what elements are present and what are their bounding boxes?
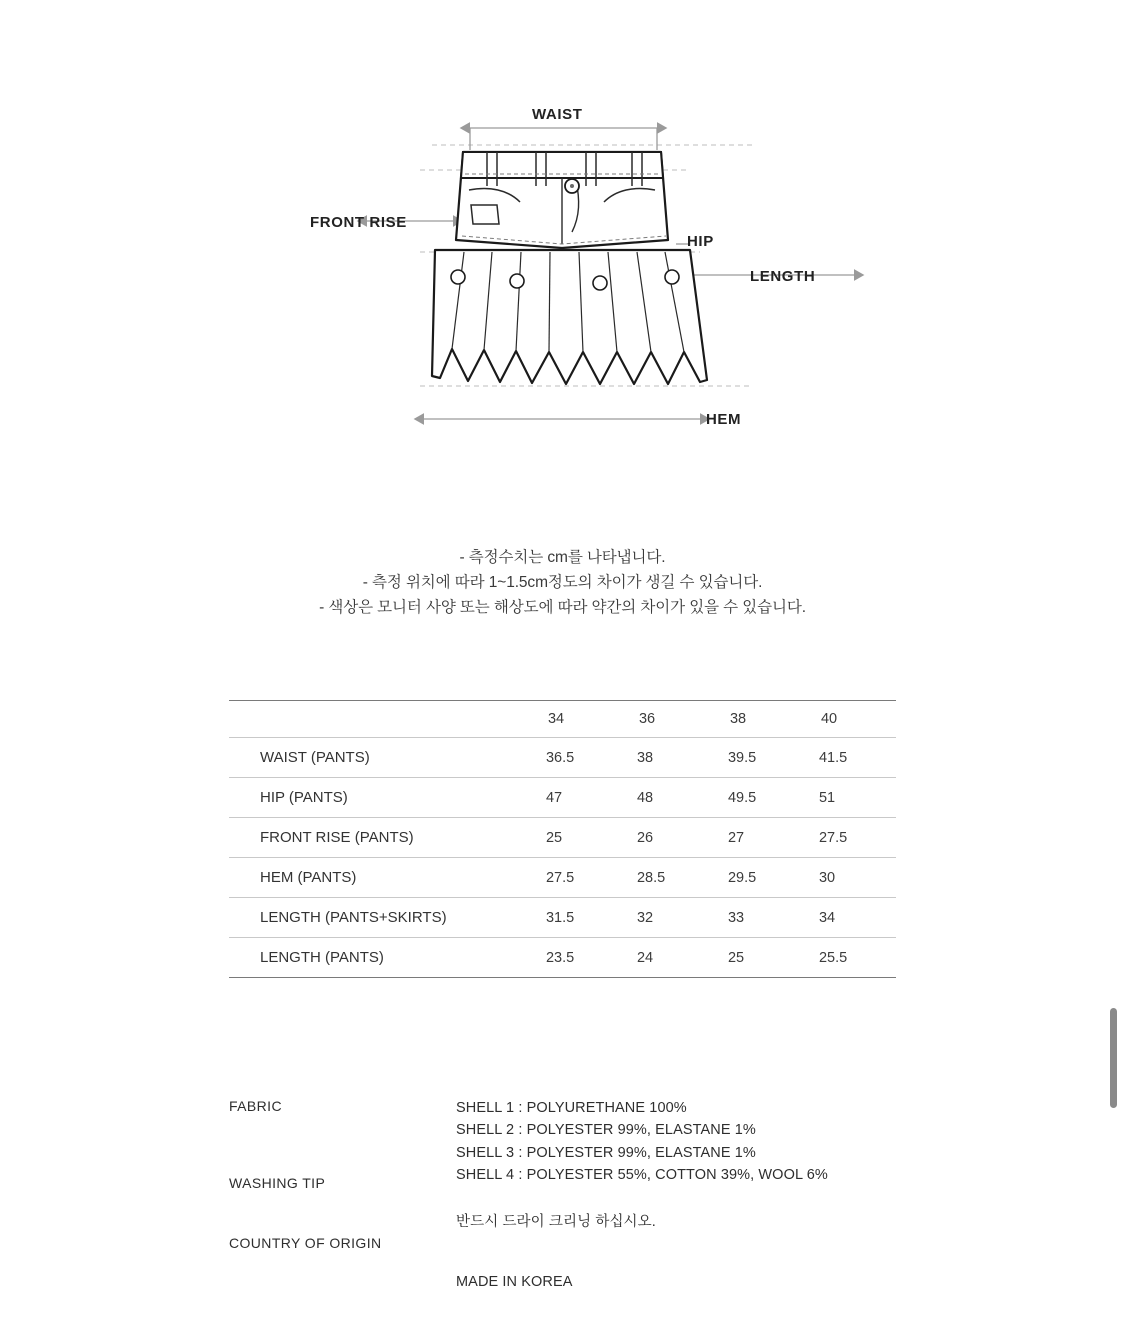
label-waist: WAIST [532, 106, 583, 123]
country-of-origin-label: COUNTRY OF ORIGIN [229, 1235, 382, 1251]
table-row [229, 858, 896, 898]
cell-value: 49.5 [714, 778, 805, 818]
cell-value: 30 [805, 858, 896, 898]
header-size-34: 34 [532, 701, 623, 738]
fabric-line: SHELL 2 : POLYESTER 99%, ELASTANE 1% [456, 1122, 756, 1139]
row-label: LENGTH (PANTS) [229, 938, 532, 978]
row-label: WAIST (PANTS) [229, 738, 532, 778]
skirt-technical-drawing [0, 0, 1125, 500]
cell-value: 38 [623, 738, 714, 778]
label-length: LENGTH [750, 268, 816, 285]
table-header-row [229, 701, 896, 738]
cell-value: 27 [714, 818, 805, 858]
note-line: - 측정 위치에 따라 1~1.5cm정도의 차이가 생길 수 있습니다. [362, 574, 763, 592]
size-diagram-section [0, 0, 1125, 500]
header-size-40: 40 [805, 701, 896, 738]
label-hip: HIP [687, 233, 714, 250]
note-line: - 측정수치는 cm를 나타냅니다. [459, 549, 666, 566]
cell-value: 25.5 [805, 938, 896, 978]
measurement-notes [0, 545, 1125, 620]
fabric-values [456, 1097, 828, 1187]
cell-value: 48 [623, 778, 714, 818]
table-row [229, 898, 896, 938]
header-blank [229, 701, 532, 738]
cell-value: 28.5 [623, 858, 714, 898]
table-row [229, 778, 896, 818]
cell-value: 51 [805, 778, 896, 818]
washing-tip-value: 반드시 드라이 크리닝 하십시오. [456, 1214, 656, 1230]
label-hem: HEM [706, 411, 742, 428]
table-row [229, 738, 896, 778]
fabric-label: FABRIC [229, 1098, 282, 1114]
cell-value: 25 [714, 938, 805, 978]
cell-value: 24 [623, 938, 714, 978]
size-table [229, 700, 896, 978]
cell-value: 27.5 [805, 818, 896, 858]
washing-tip-label: WASHING TIP [229, 1175, 326, 1191]
header-size-36: 36 [623, 701, 714, 738]
cell-value: 34 [805, 898, 896, 938]
note-line: - 색상은 모니터 사양 또는 해상도에 따라 약간의 차이가 있을 수 있습니다. [319, 599, 806, 617]
cell-value: 23.5 [532, 938, 623, 978]
cell-value: 26 [623, 818, 714, 858]
cell-value: 29.5 [714, 858, 805, 898]
row-label: FRONT RISE (PANTS) [229, 818, 532, 858]
cell-value: 31.5 [532, 898, 623, 938]
table-row [229, 818, 896, 858]
cell-value: 41.5 [805, 738, 896, 778]
size-chart [229, 700, 896, 978]
row-label: HIP (PANTS) [229, 778, 532, 818]
cell-value: 25 [532, 818, 623, 858]
cell-value: 27.5 [532, 858, 623, 898]
fabric-line: SHELL 1 : POLYURETHANE 100% [456, 1100, 687, 1116]
cell-value: 36.5 [532, 738, 623, 778]
header-size-38: 38 [714, 701, 805, 738]
cell-value: 33 [714, 898, 805, 938]
cell-value: 39.5 [714, 738, 805, 778]
row-label: HEM (PANTS) [229, 858, 532, 898]
fabric-line: SHELL 4 : POLYESTER 55%, COTTON 39%, WOOL 6% [456, 1167, 828, 1184]
country-of-origin-value: MADE IN KOREA [456, 1274, 573, 1290]
fabric-line: SHELL 3 : POLYESTER 99%, ELASTANE 1% [456, 1144, 756, 1161]
row-label: LENGTH (PANTS+SKIRTS) [229, 898, 532, 938]
label-front-rise: FRONT RISE [310, 214, 407, 231]
page-scrollbar-track[interactable] [1112, 0, 1121, 1340]
table-row [229, 938, 896, 978]
page-scrollbar-thumb[interactable] [1110, 1008, 1117, 1108]
cell-value: 32 [623, 898, 714, 938]
cell-value: 47 [532, 778, 623, 818]
